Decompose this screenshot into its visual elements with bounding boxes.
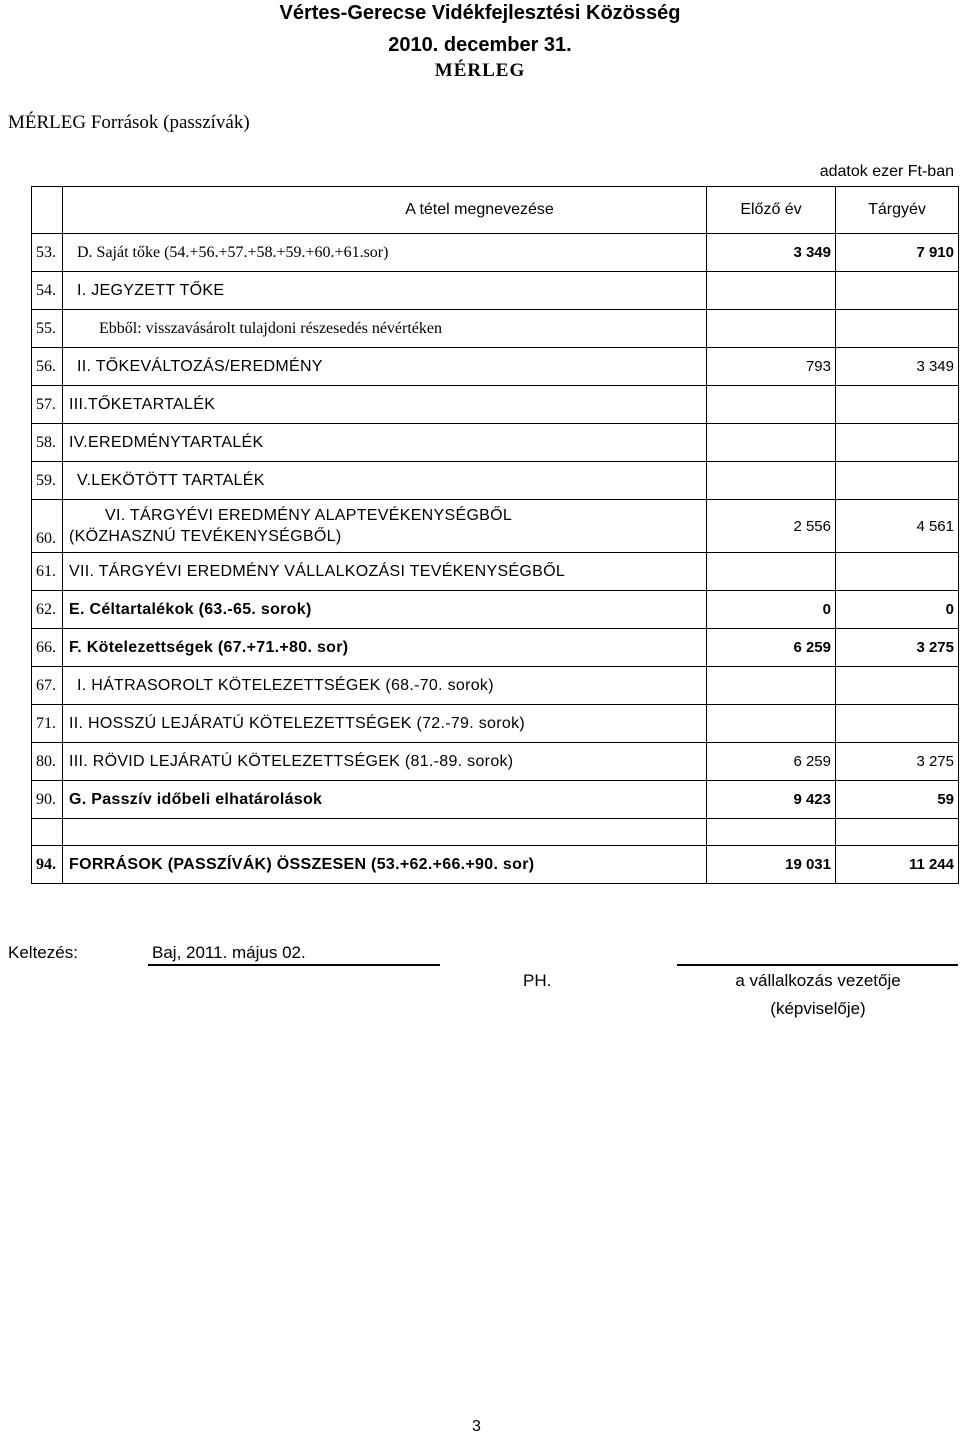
table-row — [32, 629, 959, 667]
document-title: MÉRLEG — [434, 60, 526, 81]
row-prev-value: 6 259 — [707, 629, 836, 667]
row-current-value: 3 275 — [836, 743, 959, 781]
table-row — [32, 310, 959, 348]
row-number: 57. — [32, 386, 63, 424]
row-prev-value — [707, 310, 836, 348]
table-row — [32, 462, 959, 500]
row-prev-value — [707, 462, 836, 500]
row-name-line1: VI. TÁRGYÉVI EREDMÉNY ALAPTEVÉKENYSÉGBŐL — [105, 507, 513, 524]
organization-name: Vértes-Gerecse Vidékfejlesztési Közösség — [279, 2, 681, 24]
table-row — [32, 667, 959, 705]
row-name: D. Saját tőke (54.+56.+57.+58.+59.+60.+61.sor) — [63, 234, 707, 272]
row-prev-value: 6 259 — [707, 743, 836, 781]
stamp-label: PH. — [523, 971, 552, 990]
balance-sheet-table — [31, 186, 959, 884]
row-name: VII. TÁRGYÉVI EREDMÉNY VÁLLALKOZÁSI TEVÉKENYSÉGBŐL — [63, 553, 707, 591]
table-row — [32, 234, 959, 272]
row-number: 58. — [32, 424, 63, 462]
row-name: II. HOSSZÚ LEJÁRATÚ KÖTELEZETTSÉGEK (72.-79. sorok) — [63, 705, 707, 743]
row-number: 53. — [32, 234, 63, 272]
table-header-row — [32, 187, 959, 234]
row-number: 94. — [32, 846, 63, 884]
page-number: 3 — [472, 1418, 481, 1435]
row-prev-value — [707, 386, 836, 424]
row-current-value — [836, 424, 959, 462]
row-current-value — [836, 667, 959, 705]
row-name: IV.EREDMÉNYTARTALÉK — [63, 424, 707, 462]
row-name: F. Kötelezettségek (67.+71.+80. sor) — [63, 629, 707, 667]
row-name: I. JEGYZETT TŐKE — [63, 272, 707, 310]
total-row — [32, 846, 959, 884]
row-prev-value: 19 031 — [707, 846, 836, 884]
signer-title: a vállalkozás vezetője — [735, 971, 901, 990]
row-name: III.TŐKETARTALÉK — [63, 386, 707, 424]
row-number: 67. — [32, 667, 63, 705]
row-current-value — [836, 272, 959, 310]
table-row — [32, 386, 959, 424]
row-prev-value: 3 349 — [707, 234, 836, 272]
row-prev-value: 793 — [707, 348, 836, 386]
table-row — [32, 272, 959, 310]
row-current-value — [836, 462, 959, 500]
report-date: 2010. december 31. — [388, 34, 572, 56]
row-current-value: 3 275 — [836, 629, 959, 667]
row-number: 90. — [32, 781, 63, 819]
row-number: 71. — [32, 705, 63, 743]
row-current-value: 3 349 — [836, 348, 959, 386]
table-row — [32, 743, 959, 781]
table-row — [32, 500, 959, 553]
row-current-value: 7 910 — [836, 234, 959, 272]
unit-note: adatok ezer Ft-ban — [819, 163, 954, 180]
row-current-value — [836, 553, 959, 591]
row-name: Ebből: visszavásárolt tulajdoni részesedés névértéken — [63, 310, 707, 348]
row-current-value: 59 — [836, 781, 959, 819]
row-name: V.LEKÖTÖTT TARTALÉK — [63, 462, 707, 500]
row-name: II. TŐKEVÁLTOZÁS/EREDMÉNY — [63, 348, 707, 386]
header-current-year: Tárgyév — [836, 187, 959, 234]
row-prev-value: 9 423 — [707, 781, 836, 819]
row-prev-value — [707, 667, 836, 705]
row-prev-value — [707, 272, 836, 310]
section-title: MÉRLEG Források (passzívák) — [8, 112, 250, 133]
row-number: 60. — [32, 500, 63, 553]
header-prev-year: Előző év — [707, 187, 836, 234]
row-prev-value: 2 556 — [707, 500, 836, 553]
table-row — [32, 424, 959, 462]
row-number: 55. — [32, 310, 63, 348]
row-name: E. Céltartalékok (63.-65. sorok) — [63, 591, 707, 629]
row-number: 56. — [32, 348, 63, 386]
table-row — [32, 591, 959, 629]
row-prev-value — [707, 705, 836, 743]
row-number: 61. — [32, 553, 63, 591]
row-number: 54. — [32, 272, 63, 310]
row-name-line2: (KÖZHASZNÚ TEVÉKENYSÉGBŐL) — [69, 528, 342, 545]
table-row — [32, 705, 959, 743]
row-current-value: 0 — [836, 591, 959, 629]
row-number: 66. — [32, 629, 63, 667]
table-row — [32, 781, 959, 819]
date-label: Keltezés: — [8, 943, 78, 962]
row-prev-value — [707, 424, 836, 462]
row-number: 59. — [32, 462, 63, 500]
row-name: G. Passzív időbeli elhatárolások — [63, 781, 707, 819]
row-number: 62. — [32, 591, 63, 629]
table-row — [32, 553, 959, 591]
row-prev-value — [707, 553, 836, 591]
row-current-value: 11 244 — [836, 846, 959, 884]
row-current-value — [836, 705, 959, 743]
row-current-value: 4 561 — [836, 500, 959, 553]
header-item-name: A tétel megnevezése — [63, 187, 707, 234]
date-underline — [148, 964, 440, 966]
row-name: III. RÖVID LEJÁRATÚ KÖTELEZETTSÉGEK (81.-89. sorok) — [63, 743, 707, 781]
row-number: 80. — [32, 743, 63, 781]
table-row — [32, 348, 959, 386]
header-no-cell — [32, 187, 63, 234]
row-current-value — [836, 310, 959, 348]
row-name: FORRÁSOK (PASSZÍVÁK) ÖSSZESEN (53.+62.+66.+90. sor) — [63, 846, 707, 884]
row-name: I. HÁTRASOROLT KÖTELEZETTSÉGEK (68.-70. sorok) — [63, 667, 707, 705]
signature-line — [677, 964, 958, 966]
row-name — [63, 500, 707, 553]
row-prev-value: 0 — [707, 591, 836, 629]
spacer-row — [32, 819, 959, 846]
signer-subtitle: (képviselője) — [770, 999, 866, 1018]
date-value: Baj, 2011. május 02. — [152, 943, 306, 962]
row-current-value — [836, 386, 959, 424]
